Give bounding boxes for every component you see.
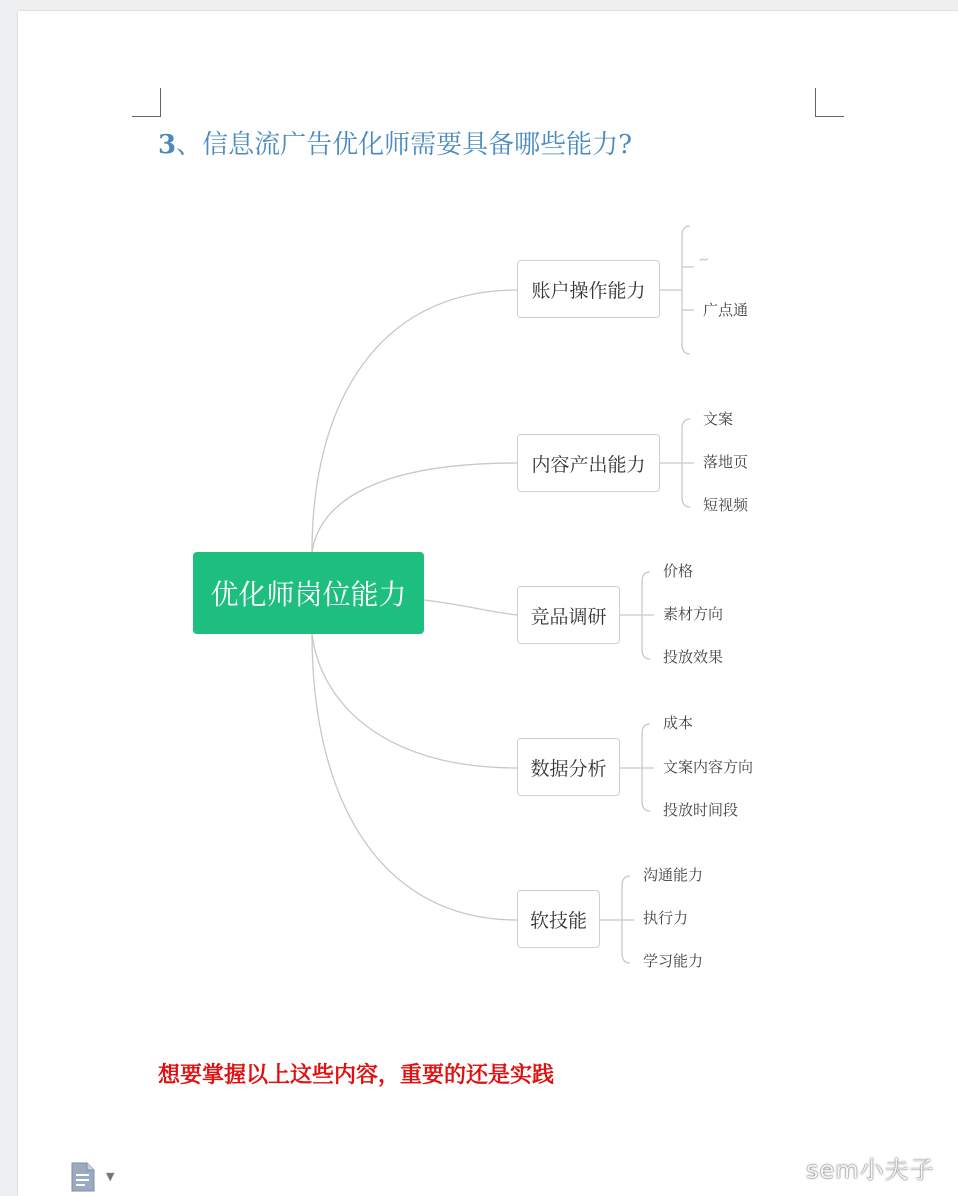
connector-root-branch-5: [312, 634, 517, 920]
document-icon[interactable]: [70, 1162, 96, 1192]
scribble-mark: ~: [696, 251, 711, 269]
branch-node-data-analysis: 数据分析: [517, 738, 620, 796]
leaf-b2-3: 短视频: [703, 496, 749, 514]
section-heading-text: 、信息流广告优化师需要具备哪些能力?: [176, 130, 633, 160]
mindmap-root-node: 优化师岗位能力: [193, 552, 424, 634]
leaf-b1-2: 广点通: [703, 301, 749, 319]
leaf-b3-1: 价格: [663, 562, 694, 580]
leaf-b3-3: 投放效果: [663, 648, 724, 666]
connector-b1-bracket: [682, 226, 690, 354]
connector-root-branch-1: [312, 290, 517, 552]
branch-node-competitor-research: 竞品调研: [517, 586, 620, 644]
connector-root-branch-2: [312, 463, 517, 552]
branch-node-account-operation: 账户操作能力: [517, 260, 660, 318]
leaf-b5-1: 沟通能力: [643, 866, 704, 884]
conclusion-text: 想要掌握以上这些内容，重要的还是实践: [158, 1063, 555, 1088]
connector-root-branch-4: [312, 634, 517, 768]
connector-root-branch-3: [424, 600, 517, 615]
leaf-b4-2: 文案内容方向: [663, 758, 754, 776]
leaf-b2-1: 文案: [703, 410, 734, 428]
leaf-b3-2: 素材方向: [663, 605, 724, 623]
section-heading-number: 3: [158, 130, 177, 160]
leaf-b4-3: 投放时间段: [663, 801, 739, 819]
leaf-b5-2: 执行力: [643, 909, 689, 927]
branch-node-content-production: 内容产出能力: [517, 434, 660, 492]
dropdown-arrow-icon[interactable]: ▼: [106, 1170, 115, 1183]
leaf-b5-3: 学习能力: [643, 952, 704, 970]
watermark: sem小夫子: [806, 1156, 935, 1184]
branch-node-soft-skills: 软技能: [517, 890, 600, 948]
leaf-b2-2: 落地页: [703, 453, 749, 471]
leaf-b4-1: 成本: [663, 714, 694, 732]
